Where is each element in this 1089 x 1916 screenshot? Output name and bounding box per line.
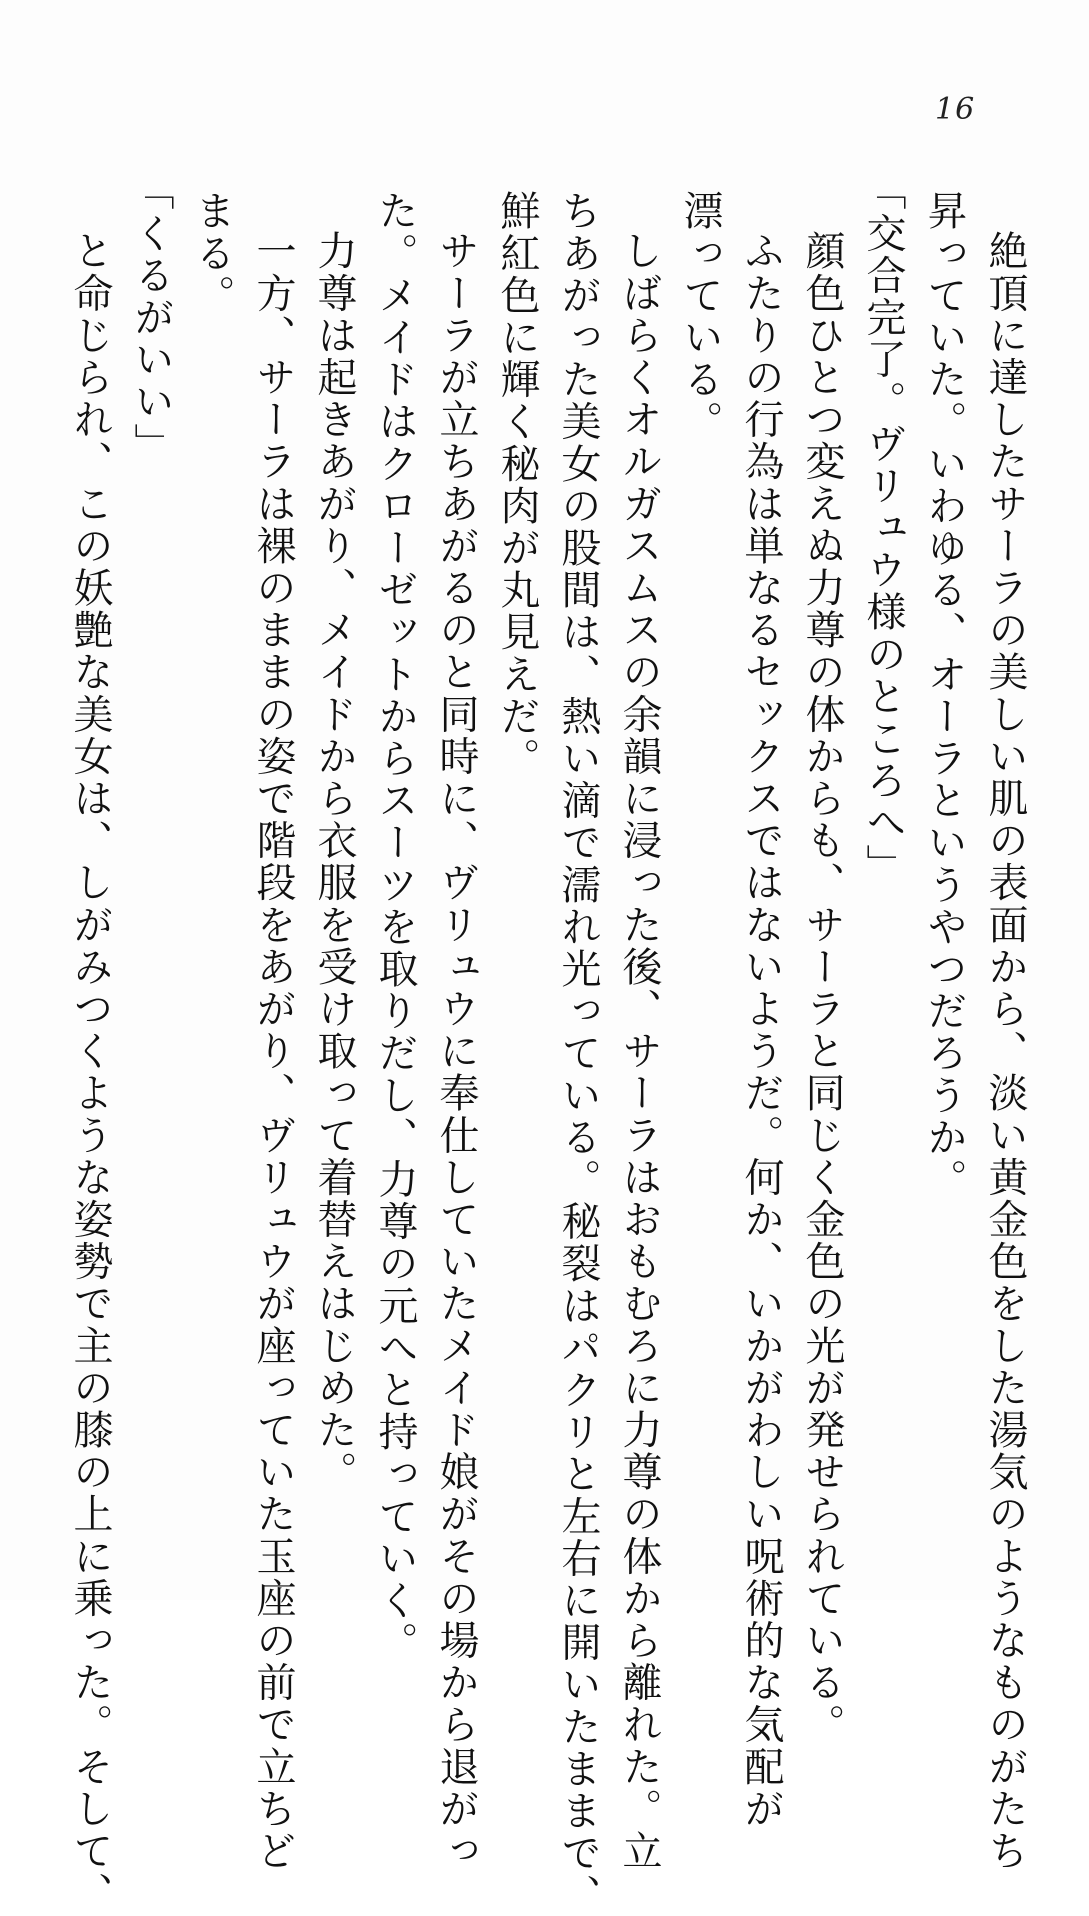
text-line: 鮮紅色に輝く秘肉が丸見えだ。 <box>494 190 540 780</box>
text-line: サーラが立ちあがるのと同時に、ヴリュウに奉仕していたメイド娘がその場から退がっ <box>433 230 479 1872</box>
text-line: 力尊は起きあがり、メイドから衣服を受け取って着替えはじめた。 <box>311 230 357 1493</box>
dialogue-line: 「交合完了。ヴリュウ様のところへ」 <box>860 170 906 886</box>
text-line: た。メイドはクローゼットからスーツを取りだし、力尊の元へと持っていく。 <box>372 190 418 1664</box>
text-line: まる。 <box>189 190 235 317</box>
text-line: 漂っている。 <box>677 190 723 443</box>
page-number: 16 <box>935 92 976 127</box>
text-line: 顔色ひとつ変えぬ力尊の体からも、サーラと同じく金色の光が発せられている。 <box>799 230 845 1746</box>
text-line: ふたりの行為は単なるセックスではないようだ。何か、いかがわしい呪術的な気配が <box>738 230 784 1830</box>
text-line: 昇っていた。いわゆる、オーラというやつだろうか。 <box>921 190 967 1201</box>
dialogue-line: 「くるがいい」 <box>128 170 174 465</box>
text-line: しばらくオルガスムスの余韻に浸った後、サーラはおもむろに力尊の体から離れた。立 <box>616 230 662 1872</box>
text-line: 絶頂に達したサーラの美しい肌の表面から、淡い黄金色をした湯気のようなものがたち <box>982 230 1028 1872</box>
text-line: 一方、サーラは裸のままの姿で階段をあがり、ヴリュウが座っていた玉座の前で立ちど <box>250 230 296 1872</box>
text-line: と命じられ、この妖艶な美女は、しがみつくような姿勢で主の膝の上に乗った。そして、 <box>67 230 113 1914</box>
body-text <box>67 170 1035 1916</box>
text-line: ちあがった美女の股間は、熱い滴で濡れ光っている。秘裂はパクリと左右に開いたままで、 <box>555 190 601 1916</box>
